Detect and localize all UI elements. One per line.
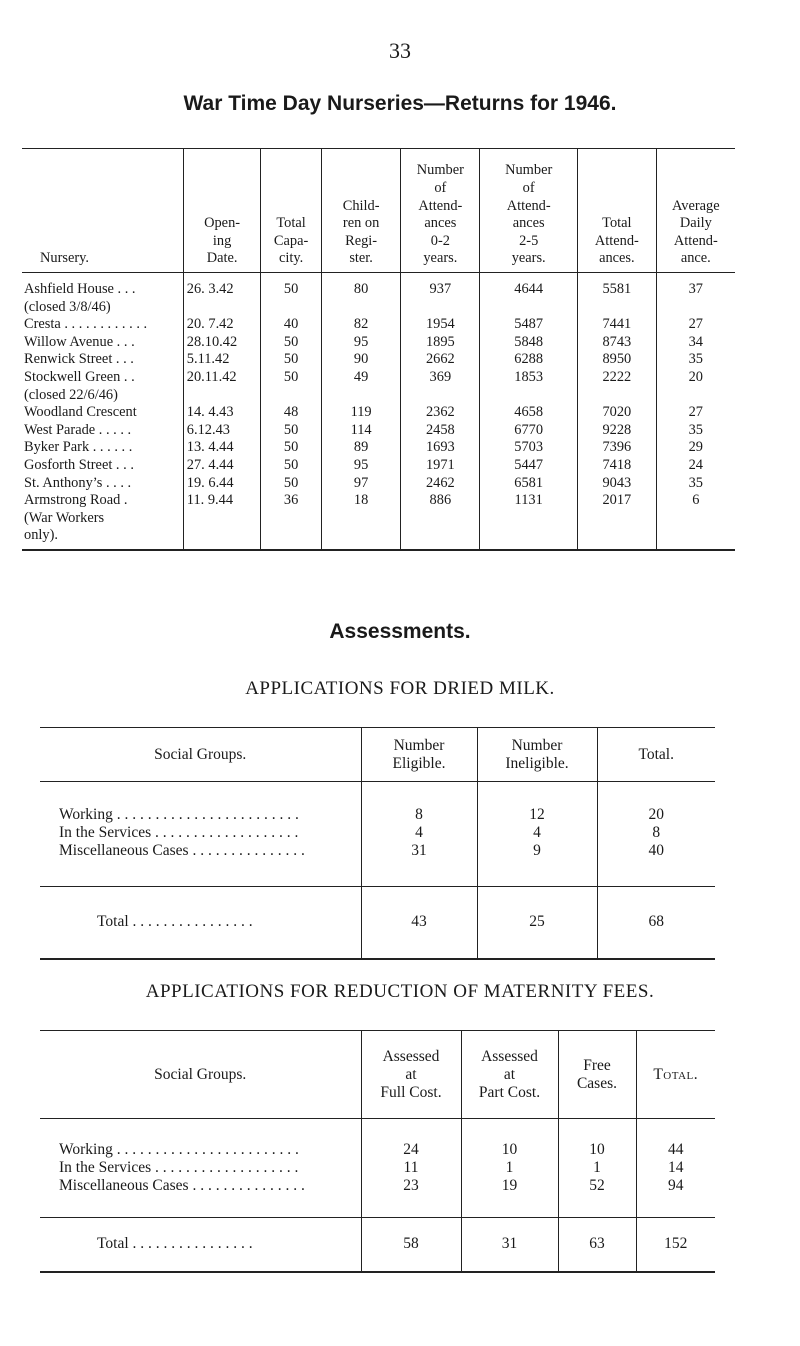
maternity-heading: APPLICATIONS FOR REDUCTION OF MATERNITY FEES.: [145, 981, 655, 1002]
attendances-0-2-cell: 886: [401, 492, 480, 550]
total-attendances-cell: 2017: [578, 492, 657, 550]
eligible-cell: 31: [361, 842, 477, 887]
average-attendance-cell: 35: [656, 351, 735, 369]
average-attendance-cell: 20: [656, 369, 735, 404]
attendances-0-2-cell: 369: [401, 369, 480, 404]
attendances-2-5-cell: 1131: [480, 492, 578, 550]
column-header: Child- ren on Regi- ster.: [321, 149, 401, 273]
opening-date-cell: 13. 4.44: [183, 439, 261, 457]
attendances-2-5-cell: 5447: [480, 457, 578, 475]
register-cell: 95: [321, 334, 401, 352]
table-header-row: [40, 728, 715, 782]
total-row: [40, 1218, 715, 1272]
total-cell: 40: [597, 842, 715, 887]
full-cost-cell: 58: [361, 1218, 461, 1272]
capacity-cell: 50: [261, 273, 321, 317]
table-row: [40, 842, 715, 887]
column-header: Total Capa- city.: [261, 149, 321, 273]
ineligible-cell: 12: [477, 782, 597, 825]
ineligible-cell: 25: [477, 887, 597, 959]
attendances-2-5-cell: 4644: [480, 273, 578, 317]
total-attendances-cell: 8743: [578, 334, 657, 352]
attendances-2-5-cell: 5703: [480, 439, 578, 457]
table-row: [22, 439, 735, 457]
nursery-name-cell: West Parade . . . . .: [24, 421, 132, 438]
register-cell: 119: [321, 404, 401, 422]
attendances-0-2-cell: 1971: [401, 457, 480, 475]
table-row: [22, 457, 735, 475]
average-attendance-cell: 24: [656, 457, 735, 475]
total-cell: 20: [597, 782, 715, 825]
attendances-0-2-cell: 2662: [401, 351, 480, 369]
total-cell: 152: [636, 1218, 715, 1272]
assessments-heading: Assessments.: [329, 620, 471, 643]
register-cell: 18: [321, 492, 401, 550]
register-cell: 95: [321, 457, 401, 475]
table-header-row: [40, 1031, 715, 1119]
table-row: [22, 334, 735, 352]
total-cell: 14: [636, 1159, 715, 1177]
nursery-name-cell: Willow Avenue . . .: [24, 333, 135, 350]
eligible-cell: 43: [361, 887, 477, 959]
column-header: Number Eligible.: [361, 728, 477, 782]
column-header: Assessed at Full Cost.: [361, 1031, 461, 1119]
nursery-name-cell: St. Anthony’s . . . .: [24, 474, 132, 491]
table-row: [40, 782, 715, 825]
opening-date-cell: 6.12.43: [183, 422, 261, 440]
full-cost-cell: 11: [361, 1159, 461, 1177]
total-attendances-cell: 7020: [578, 404, 657, 422]
opening-date-cell: 5.11.42: [183, 351, 261, 369]
register-cell: 97: [321, 475, 401, 493]
column-header: Number Ineligible.: [477, 728, 597, 782]
average-attendance-cell: 35: [656, 422, 735, 440]
page-title: War Time Day Nurseries—Returns for 1946.: [183, 92, 617, 115]
table-row: [40, 824, 715, 842]
attendances-0-2-cell: 1693: [401, 439, 480, 457]
total-attendances-cell: 9043: [578, 475, 657, 493]
capacity-cell: 50: [261, 422, 321, 440]
column-header: Total Attend- ances.: [578, 149, 657, 273]
column-header: Open- ing Date.: [183, 149, 261, 273]
register-cell: 82: [321, 316, 401, 334]
free-cases-cell: 52: [558, 1177, 636, 1218]
social-group-cell: In the Services . . . . . . . . . . . . . . . . . . .: [59, 824, 299, 841]
opening-date-cell: 20.11.42: [183, 369, 261, 404]
average-attendance-cell: 27: [656, 316, 735, 334]
total-cell: 8: [597, 824, 715, 842]
nursery-name-cell: Gosforth Street . . .: [24, 456, 134, 473]
total-attendances-cell: 2222: [578, 369, 657, 404]
table-row: [40, 1177, 715, 1218]
total-cell: 94: [636, 1177, 715, 1218]
column-header: Social Groups.: [40, 1031, 361, 1119]
ineligible-cell: 9: [477, 842, 597, 887]
table-row: [22, 492, 735, 550]
opening-date-cell: 27. 4.44: [183, 457, 261, 475]
column-header: Social Groups.: [40, 728, 361, 782]
eligible-cell: 4: [361, 824, 477, 842]
register-cell: 89: [321, 439, 401, 457]
capacity-cell: 50: [261, 351, 321, 369]
nursery-name-cell: Cresta . . . . . . . . . . . .: [24, 316, 148, 333]
opening-date-cell: 28.10.42: [183, 334, 261, 352]
eligible-cell: 8: [361, 782, 477, 825]
part-cost-cell: 19: [461, 1177, 558, 1218]
capacity-cell: 50: [261, 457, 321, 475]
nursery-name-cell: Stockwell Green . . (closed 22/6/46): [24, 368, 135, 403]
attendances-0-2-cell: 2458: [401, 422, 480, 440]
average-attendance-cell: 6: [656, 492, 735, 550]
total-attendances-cell: 9228: [578, 422, 657, 440]
register-cell: 80: [321, 273, 401, 317]
social-group-cell: In the Services . . . . . . . . . . . . . . . . . . .: [59, 1159, 299, 1176]
column-header: Total.: [597, 728, 715, 782]
maternity-fees-table: [40, 1030, 715, 1273]
total-cell: 44: [636, 1119, 715, 1160]
column-header: Assessed at Part Cost.: [461, 1031, 558, 1119]
capacity-cell: 50: [261, 334, 321, 352]
capacity-cell: 48: [261, 404, 321, 422]
part-cost-cell: 31: [461, 1218, 558, 1272]
dried-milk-table: [40, 727, 715, 960]
full-cost-cell: 23: [361, 1177, 461, 1218]
total-attendances-cell: 7441: [578, 316, 657, 334]
column-header: Number of Attend- ances 0-2 years.: [401, 149, 480, 273]
column-header: Average Daily Attend- ance.: [656, 149, 735, 273]
register-cell: 90: [321, 351, 401, 369]
column-header: Nursery.: [22, 149, 183, 273]
full-cost-cell: 24: [361, 1119, 461, 1160]
column-header: Number of Attend- ances 2-5 years.: [480, 149, 578, 273]
average-attendance-cell: 29: [656, 439, 735, 457]
total-label-cell: Total . . . . . . . . . . . . . . . .: [40, 1218, 361, 1272]
free-cases-cell: 63: [558, 1218, 636, 1272]
attendances-0-2-cell: 1895: [401, 334, 480, 352]
page-number: 33: [389, 38, 411, 63]
table-row: [22, 369, 735, 404]
attendances-2-5-cell: 5848: [480, 334, 578, 352]
nursery-name-cell: Ashfield House . . . (closed 3/8/46): [24, 281, 136, 315]
average-attendance-cell: 35: [656, 475, 735, 493]
nursery-name-cell: Byker Park . . . . . .: [24, 439, 133, 456]
average-attendance-cell: 37: [656, 273, 735, 317]
total-row: [40, 887, 715, 959]
capacity-cell: 36: [261, 492, 321, 550]
total-attendances-cell: 7418: [578, 457, 657, 475]
social-group-cell: Miscellaneous Cases . . . . . . . . . . . . . . .: [59, 842, 305, 859]
attendances-0-2-cell: 937: [401, 273, 480, 317]
table-row: [40, 1159, 715, 1177]
table-row: [22, 404, 735, 422]
nursery-name-cell: Armstrong Road . (War Workers only).: [24, 492, 128, 544]
attendances-2-5-cell: 4658: [480, 404, 578, 422]
average-attendance-cell: 27: [656, 404, 735, 422]
attendances-2-5-cell: 6770: [480, 422, 578, 440]
free-cases-cell: 1: [558, 1159, 636, 1177]
table-row: [22, 475, 735, 493]
attendances-0-2-cell: 2362: [401, 404, 480, 422]
table-row: [40, 1119, 715, 1160]
table-row: [22, 422, 735, 440]
attendances-2-5-cell: 6581: [480, 475, 578, 493]
part-cost-cell: 1: [461, 1159, 558, 1177]
opening-date-cell: 26. 3.42: [183, 273, 261, 317]
ineligible-cell: 4: [477, 824, 597, 842]
dried-milk-heading: APPLICATIONS FOR DRIED MILK.: [245, 678, 555, 699]
table-header-row: [22, 149, 735, 273]
total-cell: 68: [597, 887, 715, 959]
attendances-0-2-cell: 1954: [401, 316, 480, 334]
opening-date-cell: 19. 6.44: [183, 475, 261, 493]
capacity-cell: 40: [261, 316, 321, 334]
nursery-name-cell: Woodland Crescent: [24, 404, 137, 421]
register-cell: 49: [321, 369, 401, 404]
column-header: Total.: [636, 1031, 715, 1119]
total-attendances-cell: 7396: [578, 439, 657, 457]
capacity-cell: 50: [261, 369, 321, 404]
nursery-returns-table: [22, 148, 735, 551]
opening-date-cell: 20. 7.42: [183, 316, 261, 334]
capacity-cell: 50: [261, 439, 321, 457]
total-attendances-cell: 5581: [578, 273, 657, 317]
attendances-2-5-cell: 5487: [480, 316, 578, 334]
opening-date-cell: 14. 4.43: [183, 404, 261, 422]
register-cell: 114: [321, 422, 401, 440]
total-attendances-cell: 8950: [578, 351, 657, 369]
column-header: Free Cases.: [558, 1031, 636, 1119]
average-attendance-cell: 34: [656, 334, 735, 352]
attendances-2-5-cell: 1853: [480, 369, 578, 404]
social-group-cell: Working . . . . . . . . . . . . . . . . . . . . . . . .: [59, 806, 299, 823]
attendances-0-2-cell: 2462: [401, 475, 480, 493]
table-row: [22, 273, 735, 317]
total-label-cell: Total . . . . . . . . . . . . . . . .: [40, 887, 361, 959]
opening-date-cell: 11. 9.44: [183, 492, 261, 550]
free-cases-cell: 10: [558, 1119, 636, 1160]
social-group-cell: Miscellaneous Cases . . . . . . . . . . . . . . .: [59, 1177, 305, 1194]
social-group-cell: Working . . . . . . . . . . . . . . . . . . . . . . . .: [59, 1141, 299, 1158]
nursery-name-cell: Renwick Street . . .: [24, 351, 134, 368]
table-row: [22, 351, 735, 369]
attendances-2-5-cell: 6288: [480, 351, 578, 369]
table-row: [22, 316, 735, 334]
capacity-cell: 50: [261, 475, 321, 493]
part-cost-cell: 10: [461, 1119, 558, 1160]
